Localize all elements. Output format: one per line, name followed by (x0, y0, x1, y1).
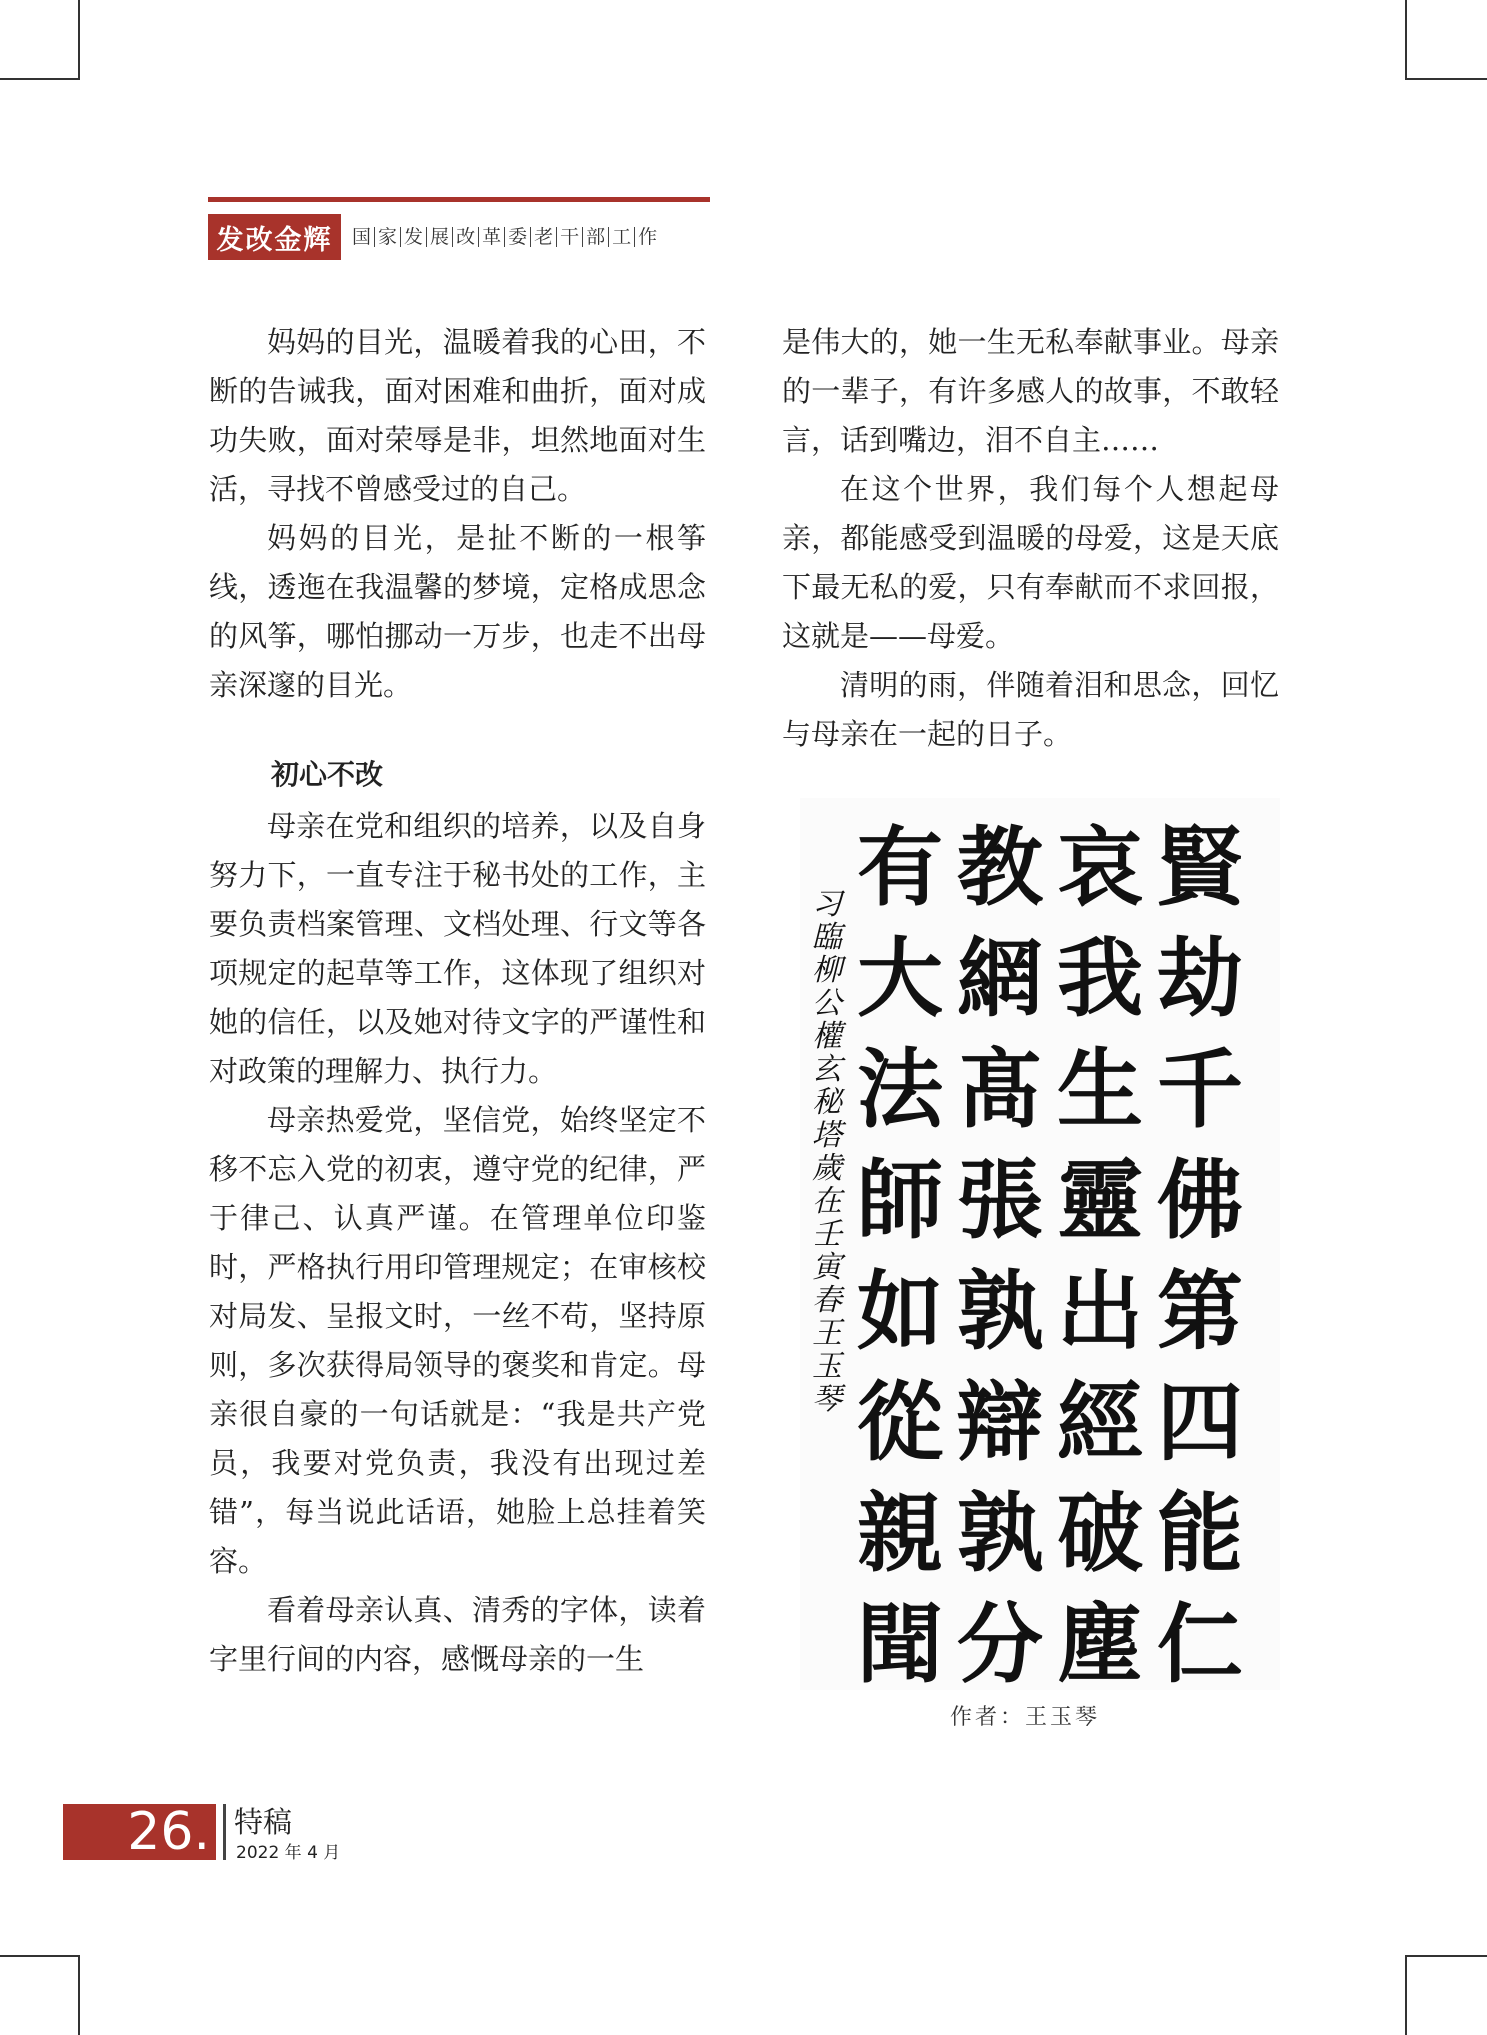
page-number: 26. (63, 1804, 216, 1860)
paragraph: 看着母亲认真、清秀的字体，读着字里行间的内容，感慨母亲的一生 (209, 1593, 706, 1676)
calligraphy-main-text (850, 798, 1270, 1695)
paragraph: 在这个世界，我们每个人想起母亲，都能感受到温暖的母爱，这是天底下最无私的爱，只有奉献而不求回报，这就是——母爱。 (782, 472, 1279, 653)
subtitle-char: 干 (556, 227, 582, 247)
calligraphy-char: 四 (1157, 1371, 1243, 1473)
inscription-char: 习 (812, 887, 842, 922)
calligraphy-char: 賢 (1157, 816, 1243, 918)
subtitle-char: 委 (504, 227, 530, 247)
paragraph: 妈妈的目光，温暖着我的心田，不断的告诫我，面对困难和曲折，面对成功失败，面对荣辱是非，坦然地面对生活，寻找不曾感受过的自己。 (209, 325, 706, 506)
inscription-char: 琴 (812, 1382, 842, 1417)
paragraph: 母亲热爱党，坚信党，始终坚定不移不忘入党的初衷，遵守党的纪律，严于律己、认真严谨。在管理单位印鉴时，严格执行用印管理规定；在审核校对局发、呈报文时，一丝不苟，坚持原则，多次获得局领导的褒奖和肯定。母亲很自豪的一句话就是：“我是共产党员，我要对党负责，我没有出现过差错”，每当说此话语，她脸上总挂着笑容。 (209, 1103, 706, 1578)
paragraph: 是伟大的，她一生无私奉献事业。母亲的一辈子，有许多感人的故事，不敢轻言，话到嘴边，泪不自主…… (782, 325, 1279, 457)
inscription-char: 寅 (812, 1250, 842, 1285)
subtitle-char: 展 (426, 227, 452, 247)
subtitle-char: 发 (400, 227, 426, 247)
inscription-char: 玄 (812, 1052, 842, 1087)
inscription-char: 春 (812, 1283, 842, 1318)
inscription-char: 歲 (812, 1151, 842, 1186)
calligraphy-column (1050, 804, 1150, 1695)
section-heading: 初心不改 (271, 758, 384, 791)
calligraphy-char: 仁 (1157, 1593, 1243, 1695)
inscription-char: 公 (812, 986, 842, 1021)
crop-mark (1405, 1955, 1407, 2035)
calligraphy-char: 出 (1057, 1260, 1143, 1362)
paragraph: 母亲在党和组织的培养，以及自身努力下，一直专注于秘书处的工作，主要负责档案管理、文档处理、行文等各项规定的起草等工作，这体现了组织对她的信任，以及她对待文字的严谨性和对政策的理解力、执行力。 (209, 809, 706, 1088)
calligraphy-char: 塵 (1057, 1593, 1143, 1695)
footer-divider (223, 1804, 226, 1860)
calligraphy-char: 劫 (1157, 927, 1243, 1029)
subtitle-char: 工 (608, 227, 634, 247)
calligraphy-char: 辯 (957, 1371, 1043, 1473)
paragraph: 清明的雨，伴随着泪和思念，回忆与母亲在一起的日子。 (782, 668, 1279, 751)
calligraphy-char: 髙 (957, 1038, 1043, 1140)
crop-mark (1405, 1955, 1487, 1957)
calligraphy-char: 教 (957, 816, 1043, 918)
calligraphy-inscription (804, 888, 850, 1416)
calligraphy-char: 師 (857, 1149, 943, 1251)
calligraphy-char: 聞 (857, 1593, 943, 1695)
header-rule (208, 197, 710, 202)
subtitle-char: 改 (452, 227, 478, 247)
inscription-char: 玉 (812, 1349, 842, 1384)
crop-mark (78, 1955, 80, 2035)
calligraphy-char: 孰 (957, 1260, 1043, 1362)
paragraph: 妈妈的目光，是扯不断的一根筝线，透迤在我温馨的梦境，定格成思念的风筝，哪怕挪动一万步，也走不出母亲深邃的目光。 (209, 521, 706, 702)
header-subtitle (352, 214, 660, 260)
footer-date: 2022 年 4 月 (236, 1843, 341, 1863)
left-column (209, 318, 706, 1684)
calligraphy-char: 佛 (1157, 1149, 1243, 1251)
inscription-char: 塔 (812, 1118, 842, 1153)
calligraphy-char: 經 (1057, 1371, 1143, 1473)
calligraphy-char: 大 (857, 927, 943, 1029)
subtitle-char: 革 (478, 227, 504, 247)
calligraphy-char: 網 (957, 927, 1043, 1029)
calligraphy-char: 張 (957, 1149, 1043, 1251)
calligraphy-char: 孰 (957, 1482, 1043, 1584)
calligraphy-char: 親 (857, 1482, 943, 1584)
right-column (782, 318, 1279, 759)
footer-section-title: 特稿 (234, 1805, 293, 1839)
crop-mark (0, 1955, 80, 1957)
inscription-char: 臨 (812, 920, 842, 955)
calligraphy-char: 破 (1057, 1482, 1143, 1584)
inscription-char: 在 (812, 1184, 842, 1219)
calligraphy-column (1150, 804, 1250, 1695)
subtitle-char: 作 (634, 227, 660, 247)
calligraphy-char: 有 (857, 816, 943, 918)
subtitle-char: 部 (582, 227, 608, 247)
inscription-char: 柳 (812, 953, 842, 988)
crop-mark (1405, 78, 1487, 80)
inscription-char: 權 (812, 1019, 842, 1054)
calligraphy-char: 從 (857, 1371, 943, 1473)
calligraphy-char: 哀 (1057, 816, 1143, 918)
calligraphy-char: 生 (1057, 1038, 1143, 1140)
calligraphy-char: 如 (857, 1260, 943, 1362)
calligraphy-char: 千 (1157, 1038, 1243, 1140)
calligraphy-char: 靈 (1057, 1149, 1143, 1251)
crop-mark (1405, 0, 1407, 80)
subtitle-char: 家 (374, 227, 400, 247)
subtitle-char: 国 (352, 226, 372, 248)
artwork-author-caption: 作者：王玉琴 (950, 1705, 1101, 1730)
inscription-char: 王 (812, 1316, 842, 1351)
calligraphy-artwork (800, 798, 1280, 1695)
crop-mark (0, 78, 80, 80)
calligraphy-column (950, 804, 1050, 1695)
calligraphy-char: 法 (857, 1038, 943, 1140)
header-badge: 发改金辉 (208, 214, 341, 260)
calligraphy-char: 分 (957, 1593, 1043, 1695)
calligraphy-char: 能 (1157, 1482, 1243, 1584)
calligraphy-char: 我 (1057, 927, 1143, 1029)
calligraphy-char: 第 (1157, 1260, 1243, 1362)
subtitle-char: 老 (530, 227, 556, 247)
inscription-char: 秘 (812, 1085, 842, 1120)
crop-mark (78, 0, 80, 80)
calligraphy-column (850, 804, 950, 1695)
inscription-char: 壬 (812, 1217, 842, 1252)
